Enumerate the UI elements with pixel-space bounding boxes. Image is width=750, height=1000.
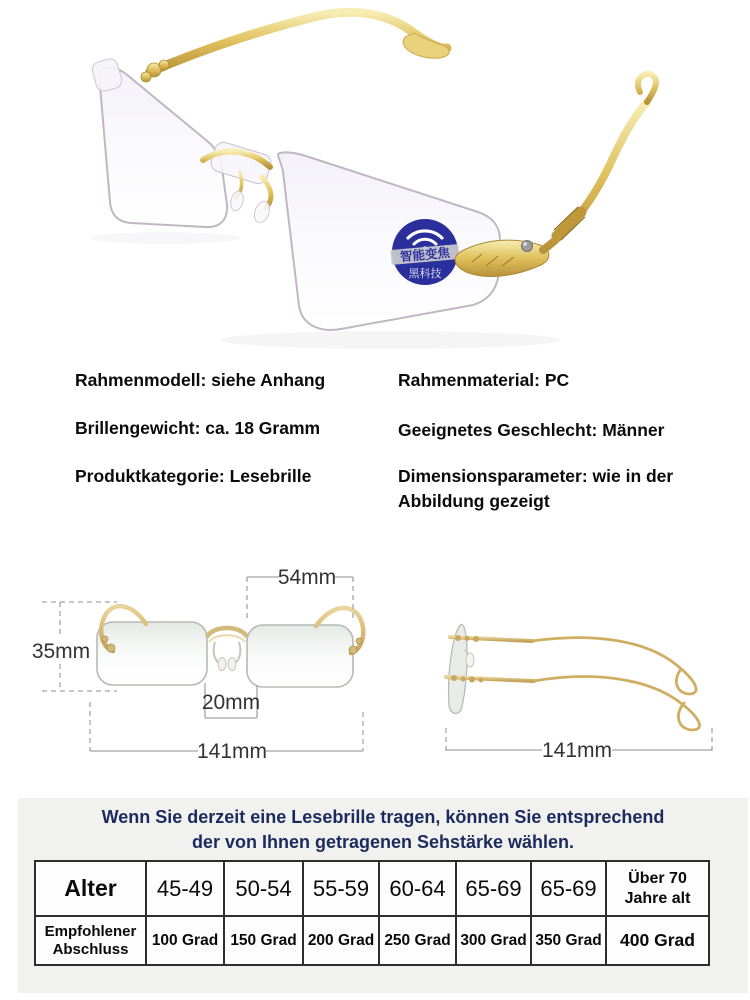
table-row-age xyxy=(35,861,709,916)
spec-weight: Brillengewicht: ca. 18 Gramm xyxy=(75,418,321,438)
strength-row-label: Empfohlener Abschluss xyxy=(35,916,146,965)
glasses-product-photo xyxy=(0,0,750,355)
strength-cell: 200 Grad xyxy=(303,916,379,965)
strength-table-panel xyxy=(18,798,748,993)
strength-table-header xyxy=(18,798,748,855)
sticker-band-text: 智能变焦 xyxy=(399,245,451,265)
right-temple xyxy=(455,74,656,276)
strength-table-header-line1: Wenn Sie derzeit eine Lesebrille tragen, können Sie entsprechend xyxy=(101,807,665,827)
age-row-label: Alter xyxy=(35,861,146,916)
age-cell: 45-49 xyxy=(146,861,224,916)
left-lens xyxy=(91,57,228,227)
strength-table-header-line2: der von Ihnen getragenen Sehstärke wählen. xyxy=(191,832,575,852)
photo-shadow xyxy=(90,232,240,244)
dim-temple-length xyxy=(446,728,712,762)
left-temple xyxy=(141,12,449,82)
spec-dimension-param: Dimensionsparameter: wie in der Abbildung gezeigt xyxy=(398,466,674,511)
age-cell: 55-59 xyxy=(303,861,379,916)
dimensions-diagram xyxy=(0,540,750,790)
strength-cell: 350 Grad xyxy=(531,916,606,965)
age-cell: 65-69 xyxy=(456,861,531,916)
side-view-glasses xyxy=(446,624,700,730)
spec-gender: Geeignetes Geschlecht: Männer xyxy=(398,420,665,440)
age-cell: Über 70 Jahre alt xyxy=(606,861,709,916)
strength-cell: 250 Grad xyxy=(379,916,456,965)
dim-lens-width-label: 54mm xyxy=(277,566,337,589)
dim-frame-width-label: 141mm xyxy=(196,740,268,763)
dim-bridge-width xyxy=(202,683,260,718)
strength-cell: 150 Grad xyxy=(224,916,303,965)
photo-shadow xyxy=(220,331,560,349)
dim-lens-width xyxy=(247,566,353,620)
age-cell: 50-54 xyxy=(224,861,303,916)
front-view-glasses xyxy=(97,606,363,687)
dim-temple-length-label: 141mm xyxy=(541,739,613,762)
strength-cell: 400 Grad xyxy=(606,916,709,965)
table-row-strength xyxy=(35,916,709,965)
right-lens xyxy=(278,152,500,330)
spec-frame-model: Rahmenmodell: siehe Anhang xyxy=(75,370,326,390)
sticker-bottom-text: 黑科技 xyxy=(408,268,442,280)
age-cell: 65-69 xyxy=(531,861,606,916)
spec-frame-material: Rahmenmaterial: PC xyxy=(398,370,570,390)
age-cell: 60-64 xyxy=(379,861,456,916)
strength-cell: 300 Grad xyxy=(456,916,531,965)
strength-table xyxy=(34,860,710,966)
dim-bridge-width-label: 20mm xyxy=(201,691,261,714)
strength-cell: 100 Grad xyxy=(146,916,224,965)
dim-lens-height-label: 35mm xyxy=(31,640,91,663)
spec-category: Produktkategorie: Lesebrille xyxy=(75,466,312,486)
